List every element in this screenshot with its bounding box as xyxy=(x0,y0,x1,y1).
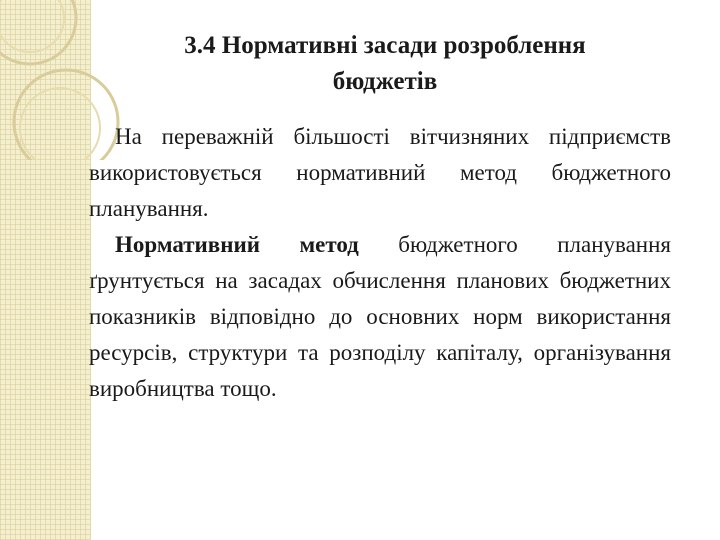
paragraph-2-bold-term: Нормативний метод xyxy=(115,232,359,257)
slide-title xyxy=(100,28,670,100)
slide-body xyxy=(89,119,671,407)
slide-title-line-1: 3.4 Нормативні засади розроблення xyxy=(184,32,586,59)
paragraph-1: На переважній більшості вітчизняних підприємств використовується нормативний метод бюджетного планування. xyxy=(89,124,671,221)
paragraph-2 xyxy=(89,227,671,407)
slide-title-line-2: бюджетів xyxy=(332,68,438,95)
paragraph-2-text: бюджетного планування ґрунтується на засадах обчислення планових бюджетних показників відповідно до основних норм використання ресурсів, структури та розподілу капіталу, організування виробництва тощо. xyxy=(89,232,671,401)
